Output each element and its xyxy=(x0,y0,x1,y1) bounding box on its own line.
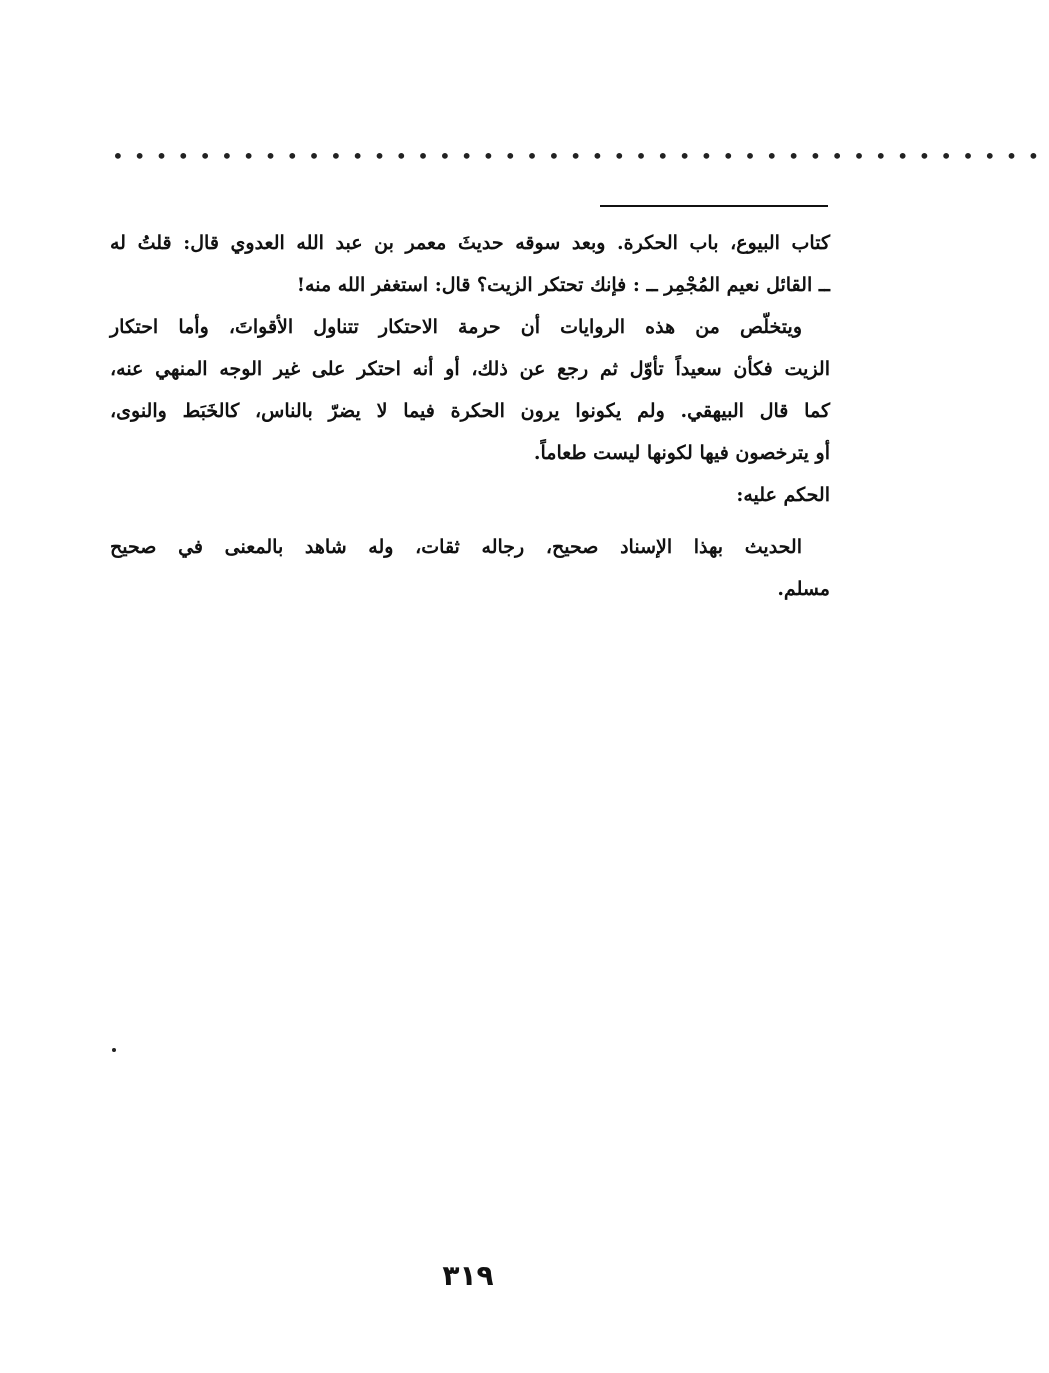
stray-dot xyxy=(112,1048,116,1052)
text-line: مسلم. xyxy=(777,578,830,600)
text-line: أو يترخصون فيها لكونها ليست طعاماً. xyxy=(533,442,830,464)
footnote-rule xyxy=(600,205,828,207)
text-line: كما قال البيهقي. ولم يكونوا يرون الحكرة فيما لا يضرّ بالناس، كالخَبَط والنوى، xyxy=(110,400,830,422)
text-line: ويتخلّص من هذه الروايات أن حرمة الاحتكار تتناول الأقواتَ، وأما احتكار xyxy=(110,316,802,338)
text-line: الزيت فكأن سعيداً تأوّل ثم رجع عن ذلك، أو أنه احتكر على غير الوجه المنهي عنه، xyxy=(110,358,830,380)
page-body xyxy=(110,222,830,610)
paragraph-gap xyxy=(110,516,830,526)
section-heading: الحكم عليه: xyxy=(736,484,830,506)
text-line: كتاب البيوع، باب الحكرة. وبعد سوقه حديثَ معمر بن عبد الله العدوي قال: قلتُ له xyxy=(110,232,830,254)
text-line: ــ القائل نعيم المُجْمِر ــ : فإنك تحتكر الزيت؟ قال: استغفر الله منه! xyxy=(296,274,830,296)
dotted-separator: ••••••••••••••••••••••••••••••••••••••••••• xyxy=(112,144,1049,168)
text-line: الحديث بهذا الإسناد صحيح، رجاله ثقات، وله شاهد بالمعنى في صحيح xyxy=(110,536,802,558)
page-number: ٣١٩ xyxy=(442,1259,494,1292)
